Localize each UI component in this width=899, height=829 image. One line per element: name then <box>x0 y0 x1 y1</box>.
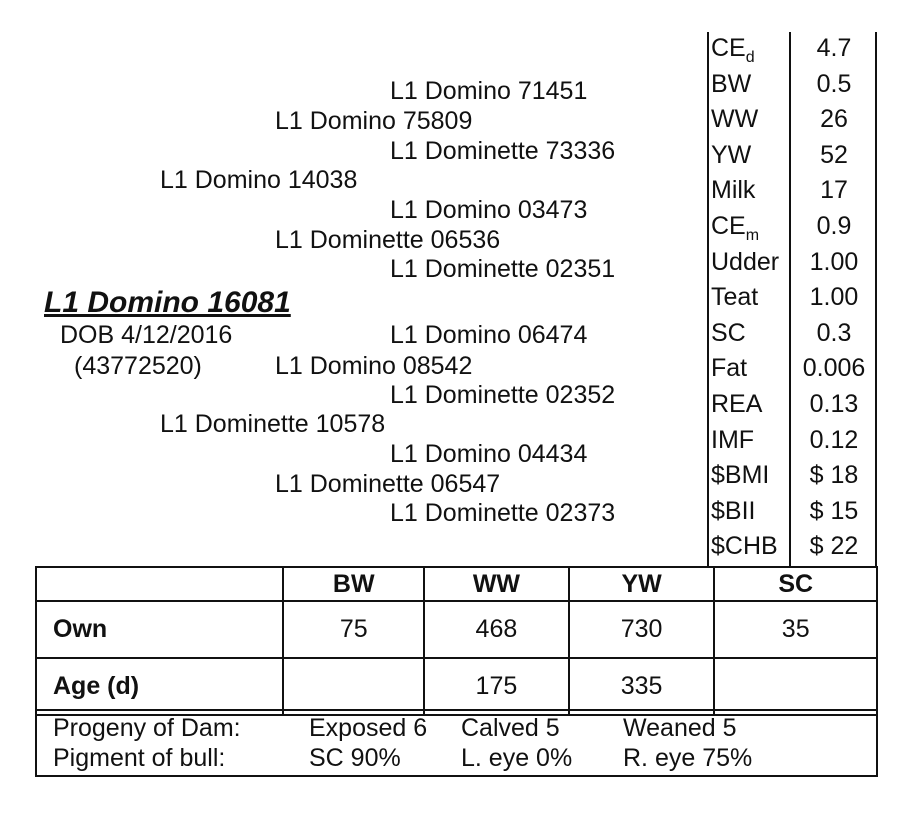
header-sc: SC <box>714 567 877 601</box>
epd-row <box>707 317 877 353</box>
pedigree-dam-sire-sire: L1 Domino 06474 <box>390 321 588 349</box>
age-yw: 335 <box>569 658 715 715</box>
epd-row <box>707 388 877 424</box>
epd-value: 0.12 <box>809 425 859 454</box>
epd-row <box>707 139 877 175</box>
progeny-label: Progeny of Dam: <box>53 714 241 742</box>
epd-value: 0.006 <box>802 354 866 383</box>
pigment-right-eye: R. eye 75% <box>623 744 753 772</box>
epd-label <box>711 176 755 205</box>
epd-label <box>711 390 762 419</box>
animal-dob: DOB 4/12/2016 <box>60 321 233 349</box>
epd-label-text: $CHB <box>711 532 778 561</box>
epd-row <box>707 246 877 282</box>
epd-label <box>711 248 779 277</box>
age-ww: 175 <box>424 658 569 715</box>
pigment-sc: SC 90% <box>309 744 401 772</box>
epd-table <box>707 32 877 566</box>
epd-value: 4.7 <box>816 34 852 62</box>
epd-row <box>707 174 877 210</box>
epd-row <box>707 495 877 531</box>
pedigree-sire-sire: L1 Domino 75809 <box>275 107 473 135</box>
epd-label-text: $BII <box>711 496 756 525</box>
performance-age-row <box>36 658 877 715</box>
epd-label-text: CE <box>711 212 746 240</box>
epd-label <box>711 70 751 99</box>
pedigree-dam-dam-dam: L1 Dominette 02373 <box>390 499 616 527</box>
epd-value: $ 18 <box>809 461 859 490</box>
epd-row <box>707 459 877 495</box>
pigment-label: Pigment of bull: <box>53 744 226 772</box>
epd-label-text: IMF <box>711 425 755 454</box>
epd-row <box>707 424 877 460</box>
epd-value: 52 <box>820 140 848 169</box>
animal-name: L1 Domino 16081 <box>44 286 291 319</box>
header-blank <box>36 567 283 601</box>
epd-value: 1.00 <box>809 283 859 312</box>
pedigree-sire-sire-dam: L1 Dominette 73336 <box>390 137 616 165</box>
pedigree-dam: L1 Dominette 10578 <box>160 410 386 438</box>
footer-box <box>35 709 878 777</box>
epd-value: 1.00 <box>809 247 859 276</box>
pedigree-sire-sire-sire: L1 Domino 71451 <box>390 77 588 105</box>
epd-label <box>711 532 778 561</box>
performance-header-row <box>36 567 877 601</box>
epd-value: $ 15 <box>809 496 859 525</box>
epd-label <box>711 319 746 348</box>
epd-label-text: Milk <box>711 176 756 205</box>
pedigree-dam-dam-sire: L1 Domino 04434 <box>390 440 588 468</box>
epd-row <box>707 210 877 246</box>
pedigree-sire: L1 Domino 14038 <box>160 166 358 194</box>
epd-value: $ 22 <box>809 532 859 561</box>
epd-row <box>707 103 877 139</box>
progeny-calved: Calved 5 <box>461 714 560 742</box>
epd-row <box>707 68 877 104</box>
epd-value: 0.3 <box>816 318 852 347</box>
epd-value: 0.5 <box>816 69 852 98</box>
epd-row <box>707 530 877 566</box>
epd-label-subscript: m <box>745 227 760 244</box>
epd-label <box>711 34 755 67</box>
epd-label-text: Teat <box>711 283 759 312</box>
header-ww: WW <box>424 567 569 601</box>
pigment-left-eye: L. eye 0% <box>461 744 573 772</box>
epd-label-text: REA <box>711 390 763 418</box>
epd-value: 26 <box>820 105 848 134</box>
epd-row <box>707 352 877 388</box>
epd-label-text: SC <box>711 318 746 347</box>
pedigree-sire-dam-sire: L1 Domino 03473 <box>390 196 588 224</box>
epd-label-text: Udder <box>711 247 780 276</box>
own-label: Own <box>36 601 283 658</box>
epd-label-text: WW <box>711 105 759 134</box>
epd-label-text: CE <box>711 34 746 62</box>
epd-value: 0.13 <box>809 390 859 418</box>
epd-label <box>711 105 758 134</box>
header-yw: YW <box>569 567 715 601</box>
pedigree-dam-sire-dam: L1 Dominette 02352 <box>390 381 616 409</box>
pedigree-dam-sire: L1 Domino 08542 <box>275 352 473 380</box>
epd-row <box>707 32 877 68</box>
epd-label-text: YW <box>711 140 752 169</box>
epd-row <box>707 281 877 317</box>
performance-table <box>35 566 878 716</box>
epd-label <box>711 426 754 455</box>
age-label: Age (d) <box>36 658 283 715</box>
pedigree-sire-dam-dam: L1 Dominette 02351 <box>390 255 616 283</box>
pedigree-sire-dam: L1 Dominette 06536 <box>275 226 501 254</box>
epd-label-text: Fat <box>711 354 748 383</box>
epd-label <box>711 283 758 312</box>
own-sc: 35 <box>714 601 877 658</box>
header-bw: BW <box>283 567 424 601</box>
epd-label <box>711 354 747 383</box>
epd-label-text: BW <box>711 69 752 98</box>
performance-own-row <box>36 601 877 658</box>
age-bw <box>283 658 424 715</box>
epd-label <box>711 461 769 490</box>
animal-registration: (43772520) <box>74 352 202 380</box>
epd-label-text: $BMI <box>711 461 770 490</box>
epd-value: 0.9 <box>816 212 852 240</box>
own-bw: 75 <box>283 601 424 658</box>
pedigree-dam-dam: L1 Dominette 06547 <box>275 470 501 498</box>
epd-label-subscript: d <box>745 49 755 66</box>
progeny-exposed: Exposed 6 <box>309 714 428 742</box>
epd-label <box>711 497 755 526</box>
own-ww: 468 <box>424 601 569 658</box>
progeny-weaned: Weaned 5 <box>623 714 737 742</box>
age-sc <box>714 658 877 715</box>
own-yw: 730 <box>569 601 715 658</box>
epd-label <box>711 141 751 170</box>
epd-value: 17 <box>820 176 848 205</box>
epd-label <box>711 212 759 245</box>
